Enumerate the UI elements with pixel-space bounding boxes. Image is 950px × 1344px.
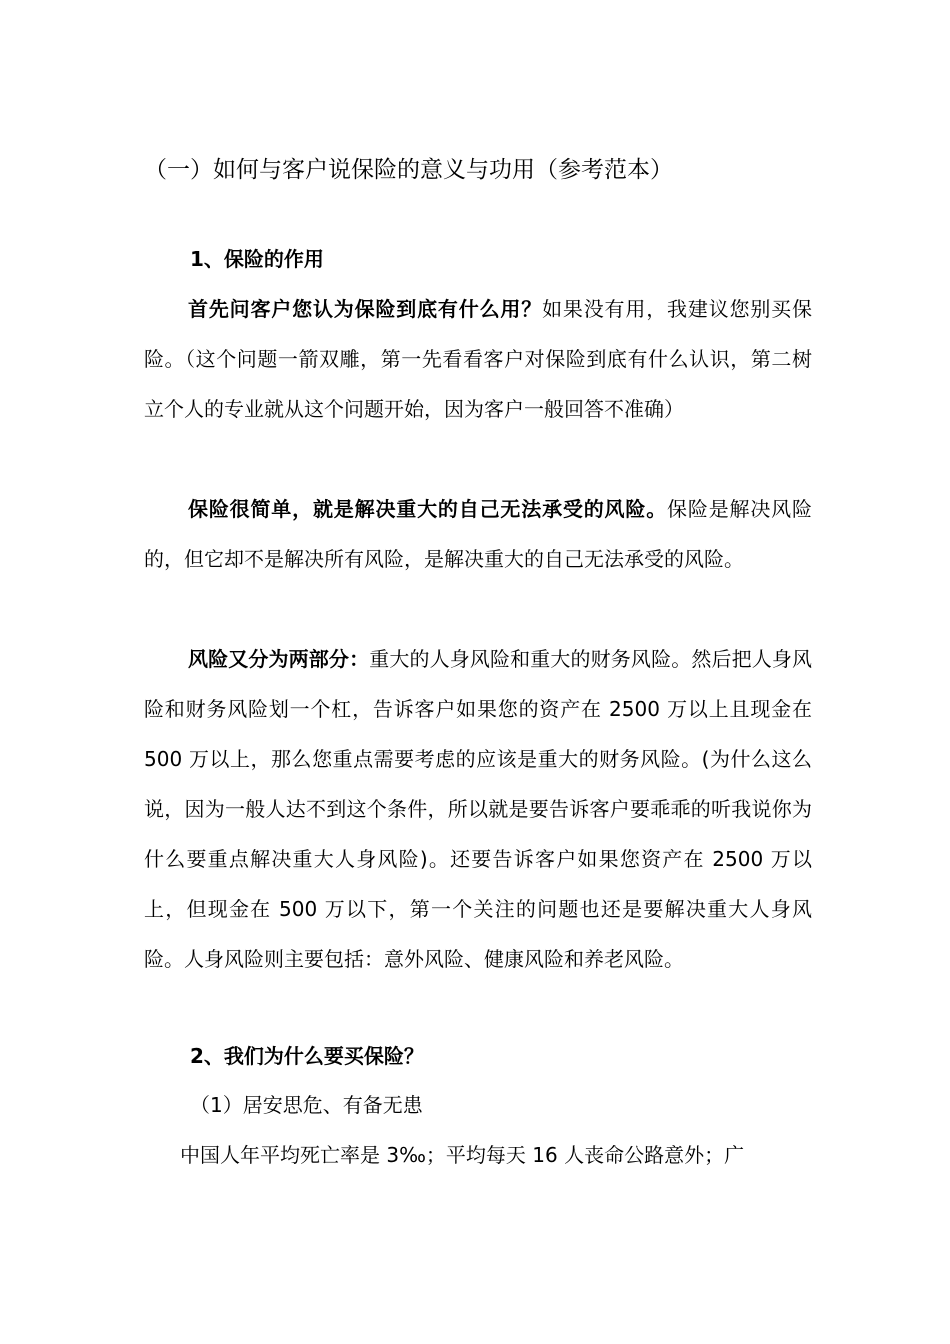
paragraph-1-text: 如果没有用，我建议您别买保险。（这个问题一箭双雕，第一先看看客户对保险到底有什么认识，第二树立个人的专业就从这个问题开始，因为客户一般回答不准确）: [144, 297, 813, 421]
paragraph-1: [144, 284, 812, 434]
paragraph-3-text: 重大的人身风险和重大的财务风险。然后把人身风险和财务风险划一个杠，告诉客户如果您的资产在 2500 万以上且现金在 500 万以上，那么您重点需要考虑的应该是重大的财务风险。(为什么这么说，因为一般人达不到这个条件，所以就是要告诉客户要乖乖的听我说你为什么要重点解决重大人身风险)。还要告诉客户如果您资产在 2500 万以上，但现金在 500 万以下，第一个关注的问题也还是要解决重大人身风险。人身风险则主要包括：意外风险、健康风险和养老风险。: [144, 647, 813, 971]
paragraph-4: 中国人年平均死亡率是 3‰；平均每天 16 人丧命公路意外；广: [180, 1143, 745, 1167]
paragraph-3-bold: 风险又分为两部分：: [188, 647, 370, 671]
paragraph-2: [144, 484, 812, 584]
section-heading-1: 1、保险的作用: [190, 247, 324, 271]
section-heading-2: 2、我们为什么要买保险？: [190, 1044, 424, 1068]
subsection-heading-1: （1）居安思危、有备无患: [190, 1093, 423, 1117]
paragraph-2-text: 保险是解决风险的，但它却不是解决所有风险，是解决重大的自己无法承受的风险。: [144, 497, 813, 571]
paragraph-2-bold: 保险很简单，就是解决重大的自己无法承受的风险。: [188, 497, 668, 521]
paragraph-3: [144, 634, 812, 984]
document-title: （一）如何与客户说保险的意义与功用（参考范本）: [144, 157, 673, 183]
paragraph-1-bold: 首先问客户您认为保险到底有什么用？: [188, 297, 543, 321]
